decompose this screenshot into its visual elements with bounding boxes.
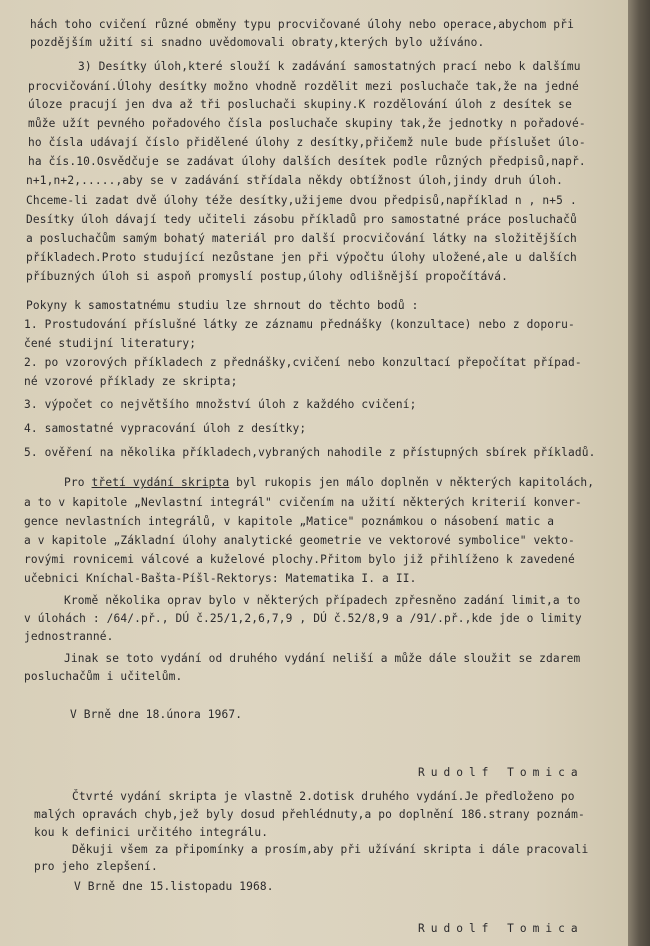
- list-item: čené studijní literatury;: [24, 337, 197, 350]
- text-line: ho čísla udávají číslo přidělené úlohy z desítky,přičemž nule bude příslušet úlo-: [28, 136, 586, 149]
- date-line: V Brně dne 15.listopadu 1968.: [74, 880, 274, 893]
- text-line: pozdějším užití si snadno uvědomovali obraty,kterých bylo užíváno.: [30, 36, 485, 49]
- text-line: Desítky úloh dávají tedy učiteli zásobu příkladů pro samostatné práce posluchačů: [26, 213, 577, 226]
- text-run: Pro: [64, 476, 92, 489]
- list-item: 2. po vzorových příkladech z přednášky,cvičení nebo konzultací přepočítat případ-: [24, 356, 582, 369]
- text-line: kou k definici určitého integrálu.: [34, 826, 269, 839]
- text-line: a to v kapitole „Nevlastní integrál" cvičením na užití některých kriterií konver-: [24, 496, 582, 509]
- text-line: a posluchačům samým bohatý materiál pro další procvičování látky na složitějších: [26, 232, 577, 245]
- list-intro: Pokyny k samostatnému studiu lze shrnout do těchto bodů :: [26, 299, 419, 312]
- text-line: může užít pevného pořadového čísla posluchače skupiny tak,že jednotky n pořadové-: [28, 117, 586, 130]
- list-item: 3. výpočet co největšího množství úloh z každého cvičení;: [24, 398, 417, 411]
- text-line: hách toho cvičení různé obměny typu procvičované úlohy nebo operace,abychom při: [30, 18, 574, 31]
- text-line: Chceme-li zadat dvě úlohy téže desítky,užijeme dvou předpisů,například n , n+5 .: [26, 194, 577, 207]
- text-line: Kromě několika oprav bylo v některých případech zpřesněno zadání limit,a to: [64, 594, 581, 607]
- text-line: rovými rovnicemi válcové a kuželové plochy.Přitom bylo již přihlíženo k zavedené: [24, 553, 575, 566]
- underlined-phrase: třetí vydání skripta: [91, 476, 230, 489]
- third-edition-first-line: [64, 476, 594, 490]
- text-line: pro jeho zlepšení.: [34, 860, 158, 873]
- text-line: a v kapitole „Základní úlohy analytické geometrie ve vektorové symbolice" vekto-: [24, 534, 575, 547]
- list-item: 1. Prostudování příslušné látky ze záznamu přednášky (konzultace) nebo z doporu-: [24, 318, 575, 331]
- list-item: 5. ověření na několika příkladech,vybraných nahodile z přístupných sbírek příkladů.: [24, 446, 596, 459]
- text-line: posluchačům i učitelům.: [24, 670, 183, 683]
- list-item: né vzorové příklady ze skripta;: [24, 375, 238, 388]
- text-line: v úlohách : /64/.př., DÚ č.25/1,2,6,7,9 , DÚ č.52/8,9 a /91/.př.,kde jde o limity: [24, 612, 582, 625]
- text-line: 3) Desítky úloh,které slouží k zadávání samostatných prací nebo k dalšímu: [78, 60, 581, 73]
- text-line: příbuzných úloh si aspoň promyslí postup,úlohy odlišnější propočítává.: [26, 270, 508, 283]
- text-line: malých opravách chyb,jež byly dosud přehlédnuty,a po doplnění 186.strany poznám-: [34, 808, 585, 821]
- text-line: učebnici Kníchal-Bašta-Píšl-Rektorys: Matematika I. a II.: [24, 572, 417, 585]
- text-line: gence nevlastních integrálů, v kapitole „Matice" poznámkou o násobení matic a: [24, 515, 555, 528]
- author-signature: Rudolf Tomica: [418, 766, 584, 779]
- text-line: Jinak se toto vydání od druhého vydání neliší a může dále sloužit se zdarem: [64, 652, 581, 665]
- text-line: úloze pracují jen dva až tři posluchači skupiny.K rozdělování úloh z desítek se: [28, 98, 572, 111]
- text-line: jednostranné.: [24, 630, 114, 643]
- list-item: 4. samostatné vypracování úloh z desítky;: [24, 422, 307, 435]
- text-line: ha čís.10.Osvědčuje se zadávat úlohy dalších desítek podle různých předpisů,např.: [28, 155, 586, 168]
- text-line: n+1,n+2,.....,aby se v zadávání střídala někdy obtížnost úloh,jindy druh úloh.: [26, 174, 564, 187]
- text-line: Děkuji všem za připomínky a prosím,aby při užívání skripta i dále pracovali: [72, 843, 589, 856]
- text-line: procvičování.Úlohy desítky možno vhodně rozdělit mezi posluchače tak,že na jedné: [28, 80, 579, 93]
- book-edge: [628, 0, 650, 946]
- text-line: Čtvrté vydání skripta je vlastně 2.dotisk druhého vydání.Je předloženo po: [72, 790, 575, 803]
- text-line: příkladech.Proto studující nezůstane jen při výpočtu úlohy uložené,ale u dalších: [26, 251, 577, 264]
- author-signature: Rudolf Tomica: [418, 922, 584, 935]
- date-line: V Brně dne 18.února 1967.: [70, 708, 243, 721]
- text-run: byl rukopis jen málo doplněn v některých kapitolách,: [229, 476, 595, 489]
